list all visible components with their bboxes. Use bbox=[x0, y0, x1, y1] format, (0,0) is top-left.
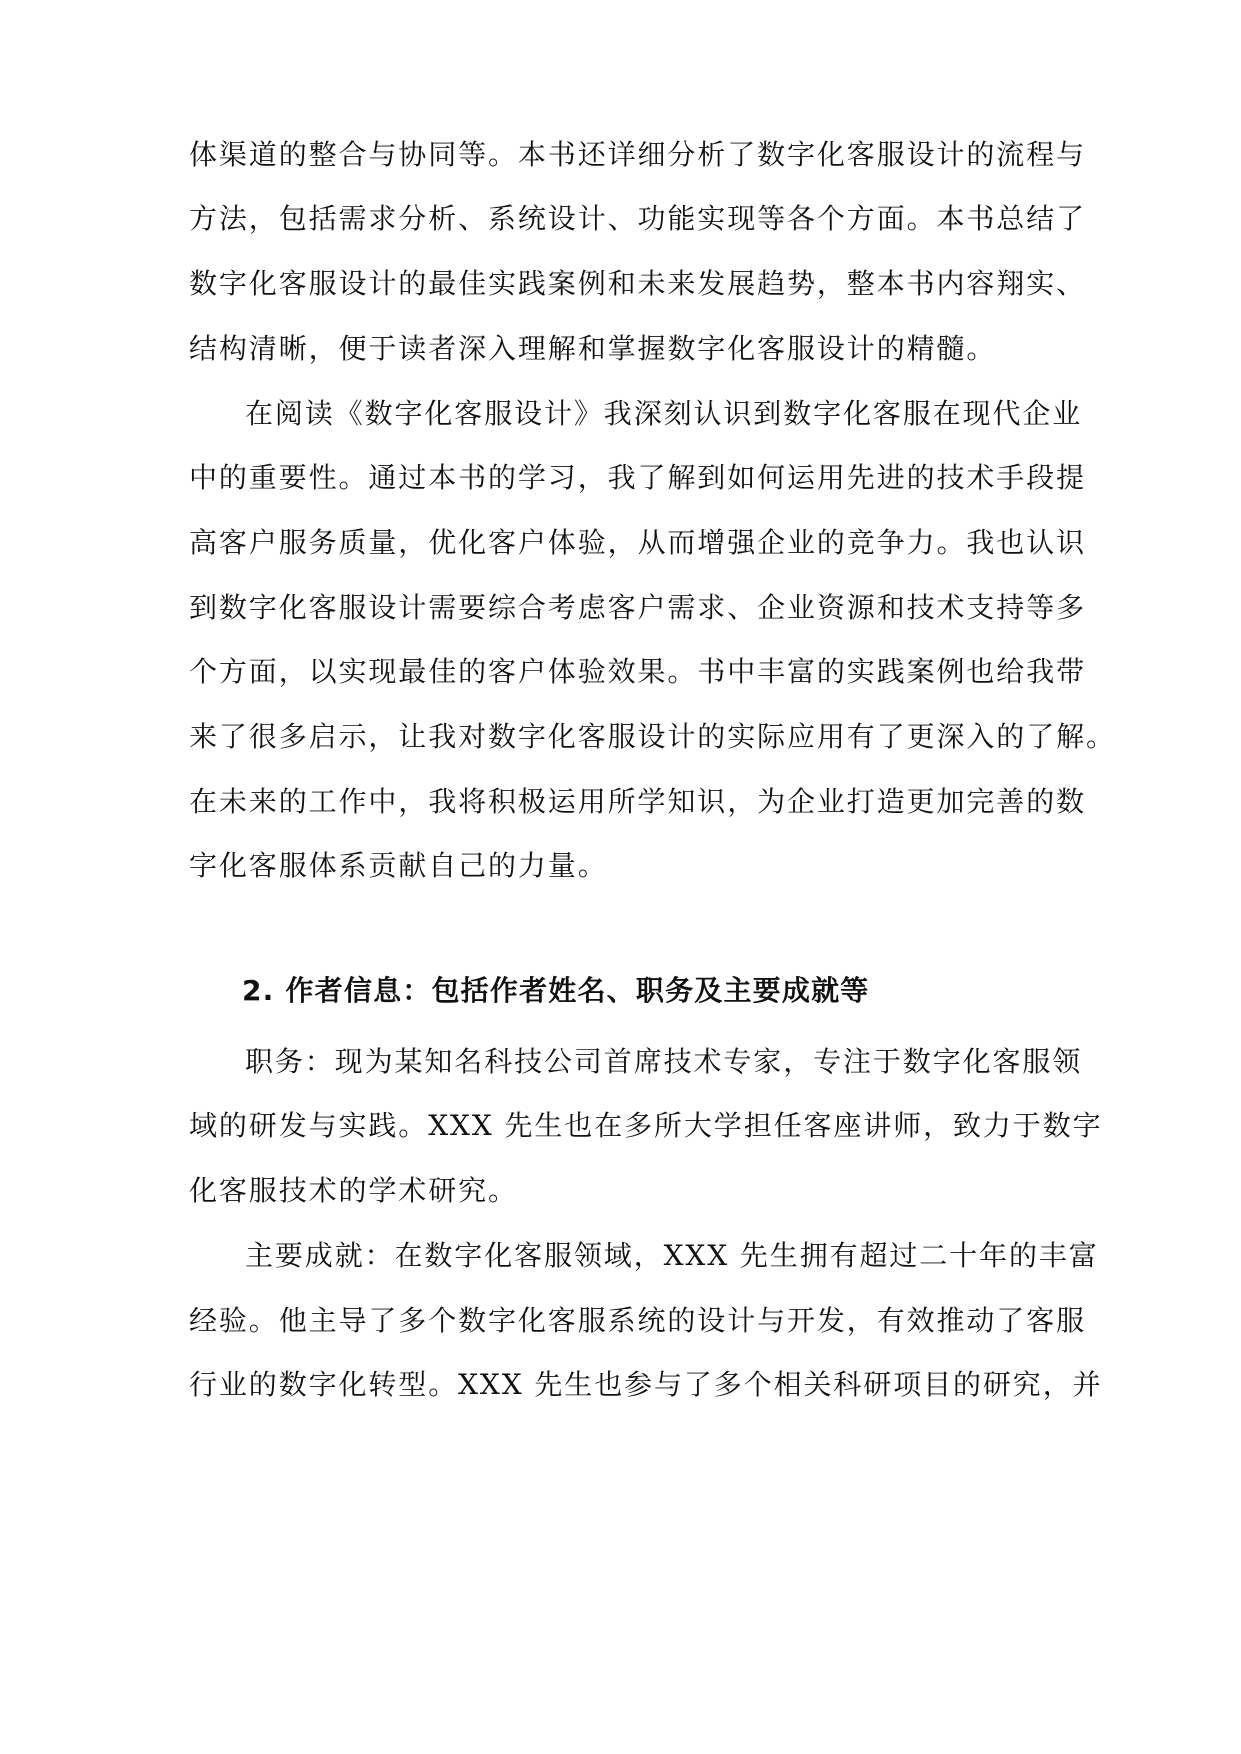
paragraph-line: 中的重要性。通过本书的学习，我了解到如何运用先进的技术手段提 bbox=[189, 461, 1087, 494]
paragraph-line: 到数字化客服设计需要综合考虑客户需求、企业资源和技术支持等多 bbox=[189, 591, 1087, 624]
paragraph-line: 主要成就：在数字化客服领域，XXX 先生拥有超过二十年的丰富 bbox=[245, 1239, 1099, 1272]
paragraph-line: 结构清晰，便于读者深入理解和掌握数字化客服设计的精髓。 bbox=[189, 332, 997, 365]
paragraph-line: 在阅读《数字化客服设计》我深刻认识到数字化客服在现代企业 bbox=[245, 397, 1083, 430]
paragraph-line: 字化客服体系贡献自己的力量。 bbox=[189, 849, 608, 882]
paragraph-line: 经验。他主导了多个数字化客服系统的设计与开发，有效推动了客服 bbox=[189, 1304, 1087, 1337]
paragraph-line: 方法，包括需求分析、系统设计、功能实现等各个方面。本书总结了 bbox=[189, 202, 1087, 235]
section-heading: 2. 作者信息：包括作者姓名、职务及主要成就等 bbox=[242, 974, 870, 1007]
paragraph-line: 来了很多启示，让我对数字化客服设计的实际应用有了更深入的了解。 bbox=[189, 720, 1116, 753]
paragraph-line: 数字化客服设计的最佳实践案例和未来发展趋势，整本书内容翔实、 bbox=[189, 267, 1087, 300]
paragraph-line: 域的研发与实践。XXX 先生也在多所大学担任客座讲师，致力于数字 bbox=[189, 1109, 1103, 1142]
paragraph-line: 个方面，以实现最佳的客户体验效果。书中丰富的实践案例也给我带 bbox=[189, 655, 1087, 688]
paragraph-line: 职务：现为某知名科技公司首席技术专家，专注于数字化客服领 bbox=[245, 1045, 1083, 1078]
paragraph-line: 高客户服务质量，优化客户体验，从而增强企业的竞争力。我也认识 bbox=[189, 526, 1087, 559]
paragraph-line: 在未来的工作中，我将积极运用所学知识，为企业打造更加完善的数 bbox=[189, 785, 1087, 818]
paragraph-line: 体渠道的整合与协同等。本书还详细分析了数字化客服设计的流程与 bbox=[189, 138, 1087, 171]
paragraph-line: 化客服技术的学术研究。 bbox=[189, 1174, 518, 1207]
paragraph-line: 行业的数字化转型。XXX 先生也参与了多个相关科研项目的研究，并 bbox=[189, 1368, 1103, 1401]
